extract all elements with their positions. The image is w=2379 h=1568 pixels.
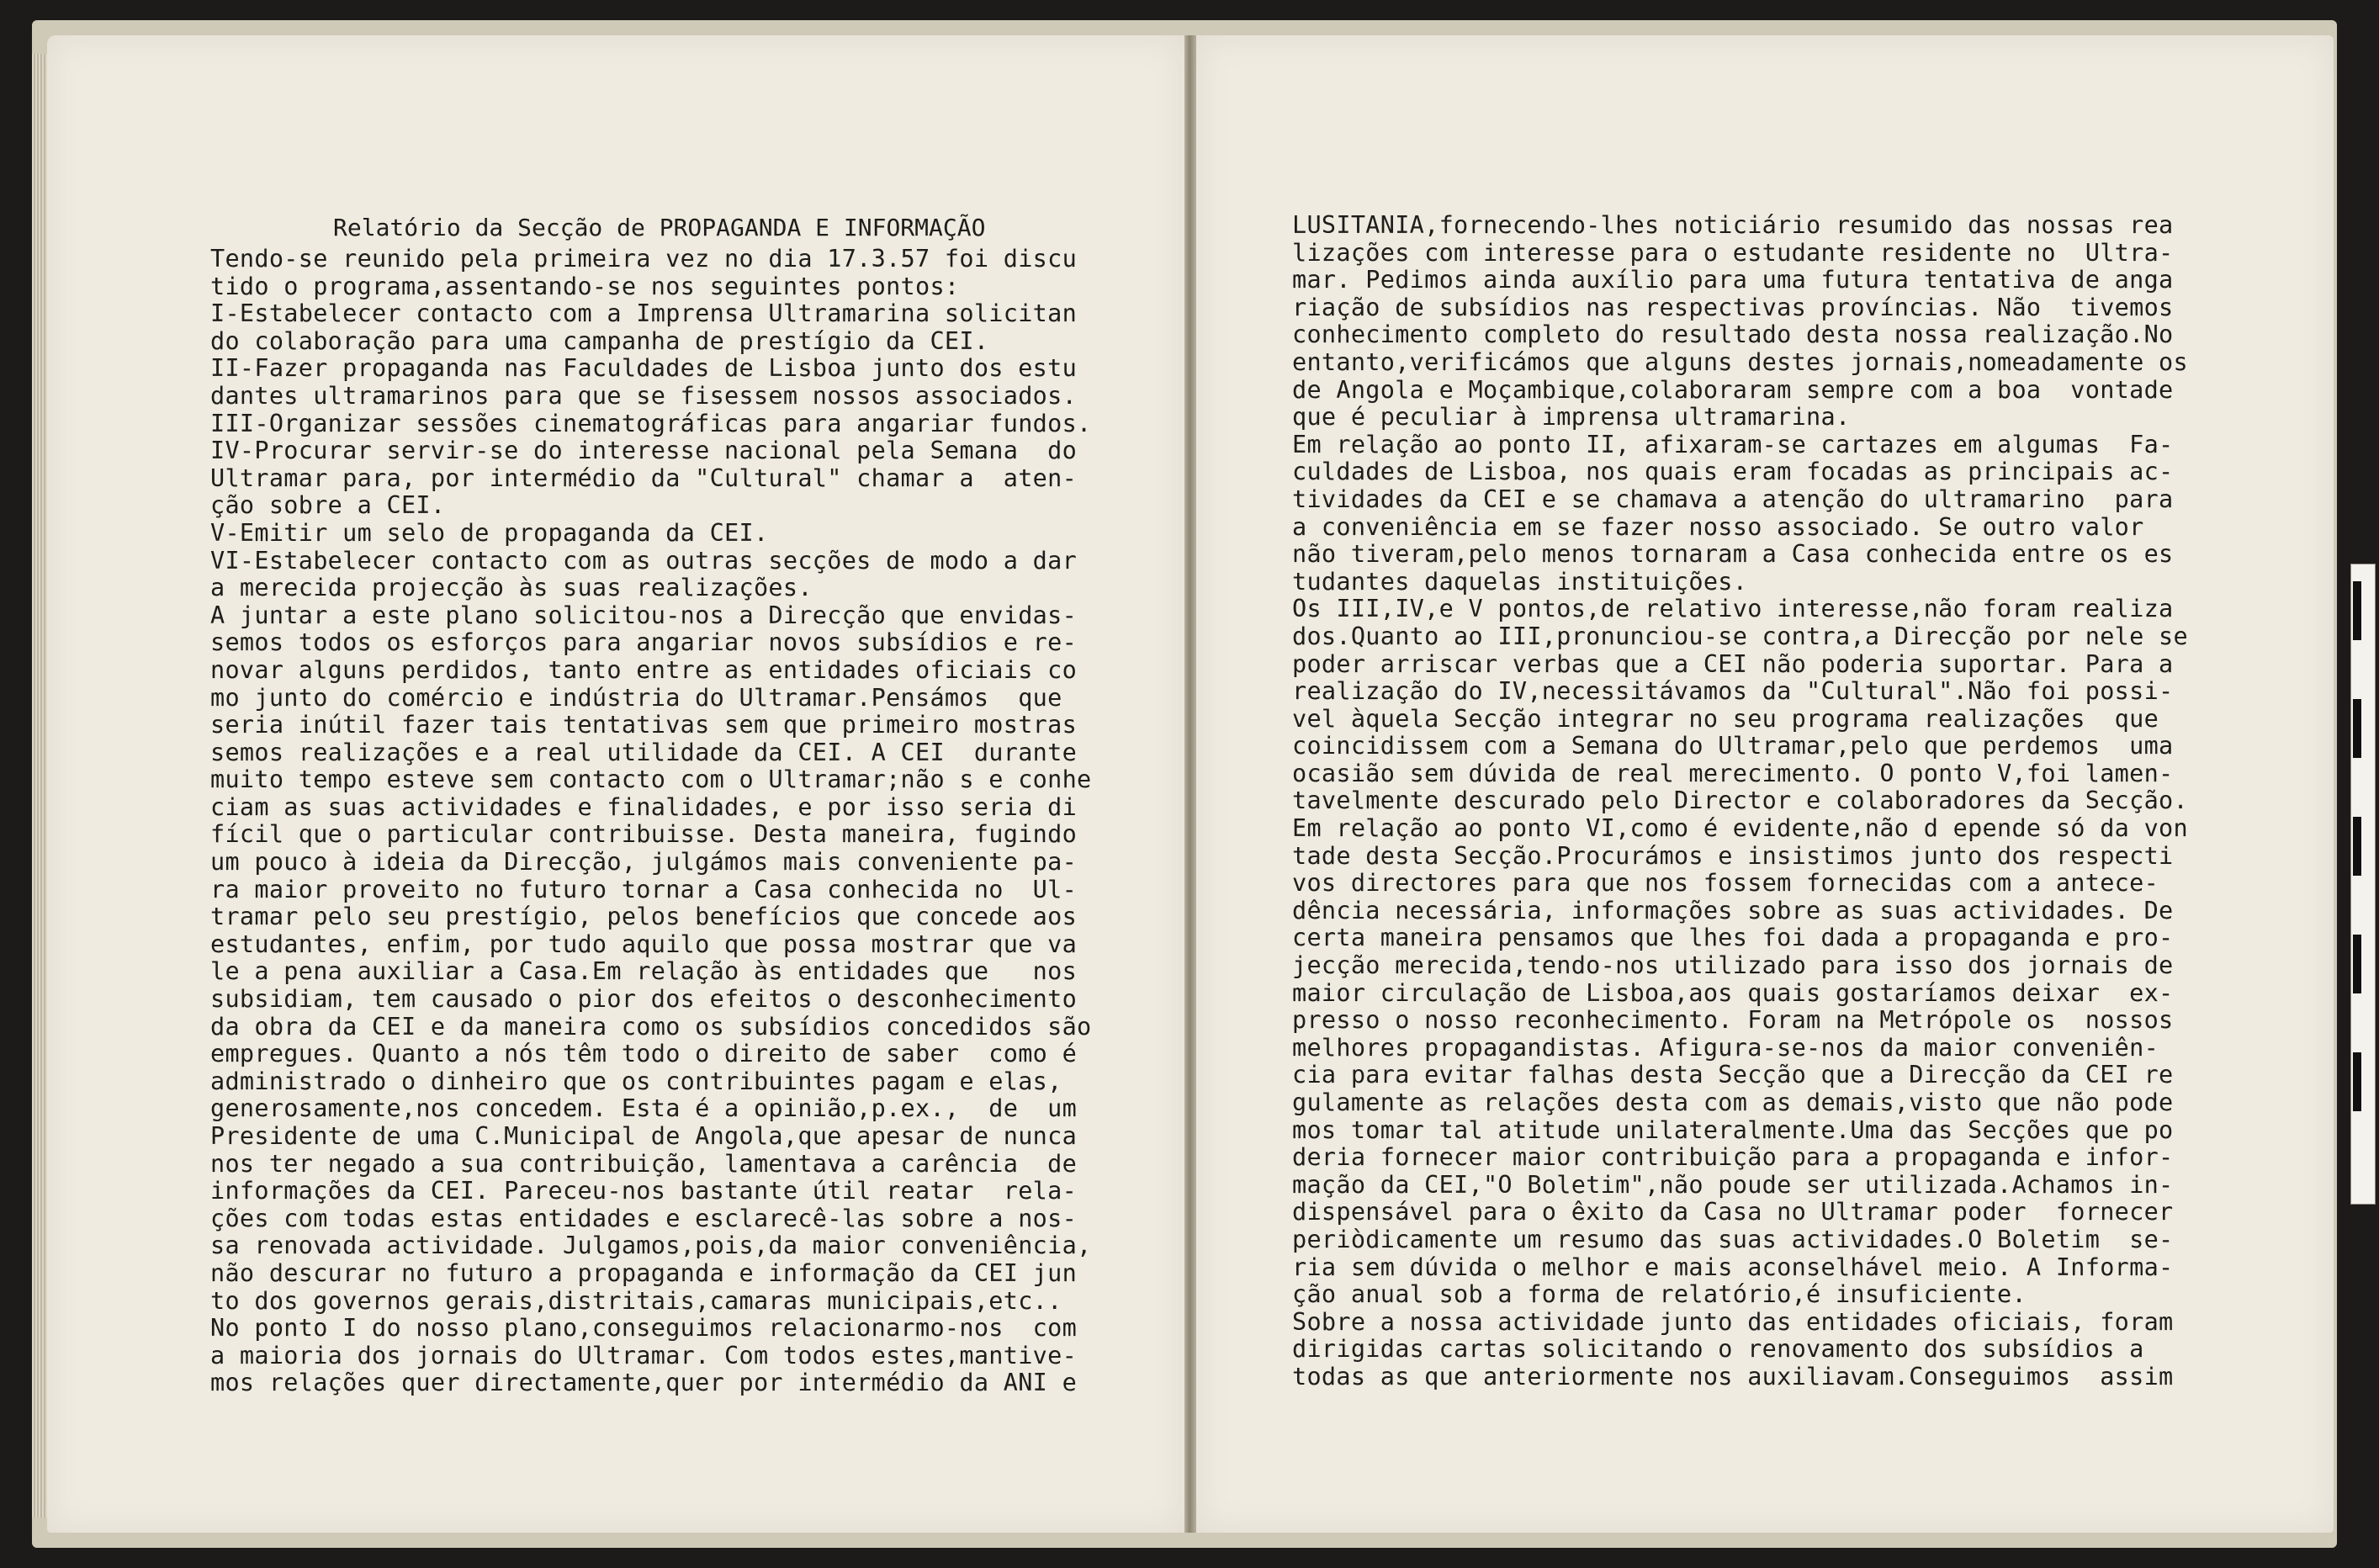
text-line: ção sobre a CEI. (210, 491, 446, 520)
text-line: dispensável para o êxito da Casa no Ultramar poder fornecer (1292, 1198, 2174, 1226)
text-line: II-Fazer propaganda nas Faculdades de Lisboa junto dos estu (210, 354, 1078, 383)
text-line: Sobre a nossa actividade junto das entidades oficiais, foram (1292, 1307, 2174, 1336)
text-line: nos ter negado a sua contribuição, lamentava a carência de (210, 1149, 1078, 1178)
text-line: semos todos os esforços para angariar novos subsídios e re- (210, 628, 1078, 657)
text-line: cia para evitar falhas desta Secção que a Direcção da CEI re (1292, 1061, 2174, 1089)
text-line: IV-Procurar servir-se do interesse nacional pela Semana do (210, 437, 1078, 465)
text-line: maior circulação de Lisboa,aos quais gostaríamos deixar ex- (1292, 978, 2174, 1007)
text-line: dantes ultramarinos para que se fisessem nossos associados. (210, 381, 1078, 410)
text-line: conhecimento completo do resultado desta nossa realização.No (1292, 320, 2174, 349)
text-line: muito tempo esteve sem contacto com o Ultramar;não s e conhe (210, 765, 1092, 794)
text-line: to dos governos gerais,distritais,camaras municipais,etc.. (210, 1286, 1062, 1315)
text-line: periòdicamente um resumo das suas actividades.O Boletim se- (1292, 1225, 2174, 1253)
text-line: estudantes, enfim, por tudo aquilo que possa mostrar que va (210, 930, 1078, 958)
text-line: Em relação ao ponto VI,como é evidente,não d epende só da von (1292, 814, 2188, 843)
text-line: Em relação ao ponto II, afixaram-se cartazes em algumas Fa- (1292, 430, 2174, 458)
text-line: ra maior proveito no futuro tornar a Casa conhecida no Ul- (210, 875, 1078, 903)
text-line: não tiveram,pelo menos tornaram a Casa conhecida entre os es (1292, 540, 2174, 569)
text-line: Os III,IV,e V pontos,de relativo interesse,não foram realiza (1292, 595, 2174, 623)
text-line: a maioria dos jornais do Ultramar. Com todos estes,mantive- (210, 1341, 1078, 1369)
text-line: dos.Quanto ao III,pronunciou-se contra,a Direcção por nele se (1292, 622, 2188, 650)
text-line: V-Emitir um selo de propaganda da CEI. (210, 518, 769, 547)
text-line: ção anual sob a forma de relatório,é insuficiente. (1292, 1280, 2027, 1309)
text-line: um pouco à ideia da Direcção, julgámos mais conveniente pa- (210, 848, 1078, 877)
text-line: a conveniência em se fazer nosso associado. Se outro valor (1292, 512, 2144, 541)
text-line: semos realizações e a real utilidade da CEI. A CEI durante (210, 738, 1078, 766)
text-line: No ponto I do nosso plano,conseguimos relacionarmo-nos com (210, 1314, 1078, 1343)
text-line: dirigidas cartas solicitando o renovamento dos subsídios a (1292, 1335, 2144, 1364)
text-line: a merecida projecção às suas realizações. (210, 574, 813, 602)
right-page (1196, 35, 2334, 1533)
text-line: poder arriscar verbas que a CEI não poderia suportar. Para a (1292, 649, 2174, 678)
text-line: realização do IV,necessitávamos da "Cultural".Não foi possi- (1292, 677, 2174, 706)
text-line: presso o nosso reconhecimento. Foram na Metrópole os nossos (1292, 1006, 2174, 1035)
text-line: gulamente as relações desta com as demais,visto que não pode (1292, 1089, 2174, 1116)
text-line: fícil que o particular contribuisse. Desta maneira, fugindo (210, 820, 1078, 849)
text-line: informações da CEI. Pareceu-nos bastante útil reatar rela- (210, 1177, 1078, 1205)
text-line: ções com todas estas entidades e esclarecê-las sobre a nos- (210, 1204, 1078, 1232)
text-line: subsidiam, tem causado o pior dos efeitos o desconhecimento (210, 985, 1078, 1014)
text-line: ciam as suas actividades e finalidades, e por isso seria di (210, 792, 1078, 821)
text-line: lizações com interesse para o estudante residente no Ultra- (1292, 238, 2174, 267)
text-line: Ultramar para, por intermédio da "Cultural" chamar a aten- (210, 464, 1078, 492)
text-line: que é peculiar à imprensa ultramarina. (1292, 403, 1851, 432)
text-line: III-Organizar sessões cinematográficas para angariar fundos. (210, 409, 1092, 437)
text-line: não descurar no futuro a propaganda e informação da CEI jun (210, 1258, 1078, 1287)
text-line: culdades de Lisboa, nos quais eram focadas as principais ac- (1292, 458, 2174, 486)
text-line: do colaboração para uma campanha de prestígio da CEI. (210, 326, 989, 355)
text-line: administrado o dinheiro que os contribuintes pagam e elas, (210, 1067, 1062, 1095)
text-line: tido o programa,assentando-se nos seguintes pontos: (210, 272, 960, 300)
left-page-body (210, 246, 1092, 1397)
text-line: generosamente,nos concedem. Esta é a opinião,p.ex., de um (210, 1094, 1078, 1123)
text-line: tavelmente descurado pelo Director e colaboradores da Secção. (1292, 787, 2188, 815)
text-line: de Angola e Moçambique,colaboraram sempre com a boa vontade (1292, 375, 2174, 404)
text-line: da obra da CEI e da maneira como os subsídios concedidos são (210, 1012, 1092, 1041)
text-line: dência necessária, informações sobre as suas actividades. De (1292, 896, 2174, 924)
text-line: mos tomar tal atitude unilateralmente.Uma das Secções que po (1292, 1115, 2174, 1144)
text-line: jecção merecida,tendo-nos utilizado para isso dos jornais de (1292, 951, 2174, 980)
text-line: empregues. Quanto a nós têm todo o direito de saber como é (210, 1040, 1078, 1068)
text-line: vel àquela Secção integrar no seu programa realizações que (1292, 704, 2159, 733)
text-line: certa maneira pensamos que lhes foi dada a propaganda e pro- (1292, 924, 2174, 952)
text-line: tudantes daquelas instituições. (1292, 567, 1748, 596)
text-line: ocasião sem dúvida de real merecimento. O ponto V,foi lamen- (1292, 759, 2174, 787)
text-line: vos directores para que nos fossem fornecidas com a antece- (1292, 869, 2159, 898)
text-line: mos relações quer directamente,quer por intermédio da ANI e (210, 1369, 1078, 1397)
text-line: mo junto do comércio e indústria do Ultramar.Pensámos que (210, 683, 1062, 712)
text-line: melhores propagandistas. Afigura-se-nos da maior conveniên- (1292, 1033, 2159, 1062)
report-title: Relatório da Secção de PROPAGANDA E INFORMAÇÃO (333, 214, 986, 241)
text-line: tividades da CEI e se chamava a atenção do ultramarino para (1292, 485, 2174, 513)
text-line: Presidente de uma C.Municipal de Angola,que apesar de nunca (210, 1122, 1078, 1150)
text-line: I-Estabelecer contacto com a Imprensa Ultramarina solicitan (210, 299, 1078, 328)
text-line: tade desta Secção.Procurámos e insistimos junto dos respecti (1292, 841, 2174, 870)
text-line: A juntar a este plano solicitou-nos a Direcção que envidas- (210, 601, 1078, 629)
left-page (47, 35, 1184, 1533)
open-book (32, 20, 2337, 1548)
text-line: mação da CEI,"O Boletim",não poude ser utilizada.Achamos in- (1292, 1170, 2174, 1199)
text-line: VI-Estabelecer contacto com as outras secções de modo a dar (210, 546, 1078, 575)
text-line: seria inútil fazer tais tentativas sem que primeiro mostras (210, 711, 1078, 739)
text-line: tramar pelo seu prestígio, pelos benefícios que concede aos (210, 903, 1078, 931)
page-edges (32, 54, 47, 1518)
text-line: entanto,verificámos que alguns destes jornais,nomeadamente os (1292, 347, 2188, 376)
text-line: sa renovada actividade. Julgamos,pois,da maior conveniência, (210, 1232, 1092, 1260)
right-page-body (1292, 212, 2188, 1391)
text-line: mar. Pedimos ainda auxílio para uma futura tentativa de anga (1292, 266, 2174, 294)
text-line: coincidissem com a Semana do Ultramar,pelo que perdemos uma (1292, 732, 2174, 760)
text-line: todas as que anteriormente nos auxiliavam.Conseguimos assim (1292, 1362, 2174, 1391)
text-line: Tendo-se reunido pela primeira vez no dia 17.3.57 foi discu (210, 245, 1078, 273)
text-line: riação de subsídios nas respectivas províncias. Não tivemos (1292, 293, 2174, 321)
text-line: novar alguns perdidos, tanto entre as entidades oficiais co (210, 655, 1078, 684)
scale-ruler (2350, 564, 2376, 1205)
text-line: le a pena auxiliar a Casa.Em relação às entidades que nos (210, 957, 1078, 986)
text-line: deria fornecer maior contribuição para a propaganda e infor- (1292, 1143, 2174, 1172)
text-line: LUSITANIA,fornecendo-lhes noticiário resumido das nossas rea (1292, 211, 2174, 239)
book-gutter (1184, 35, 1196, 1533)
text-line: ria sem dúvida o melhor e mais aconselhável meio. A Informa- (1292, 1253, 2174, 1281)
